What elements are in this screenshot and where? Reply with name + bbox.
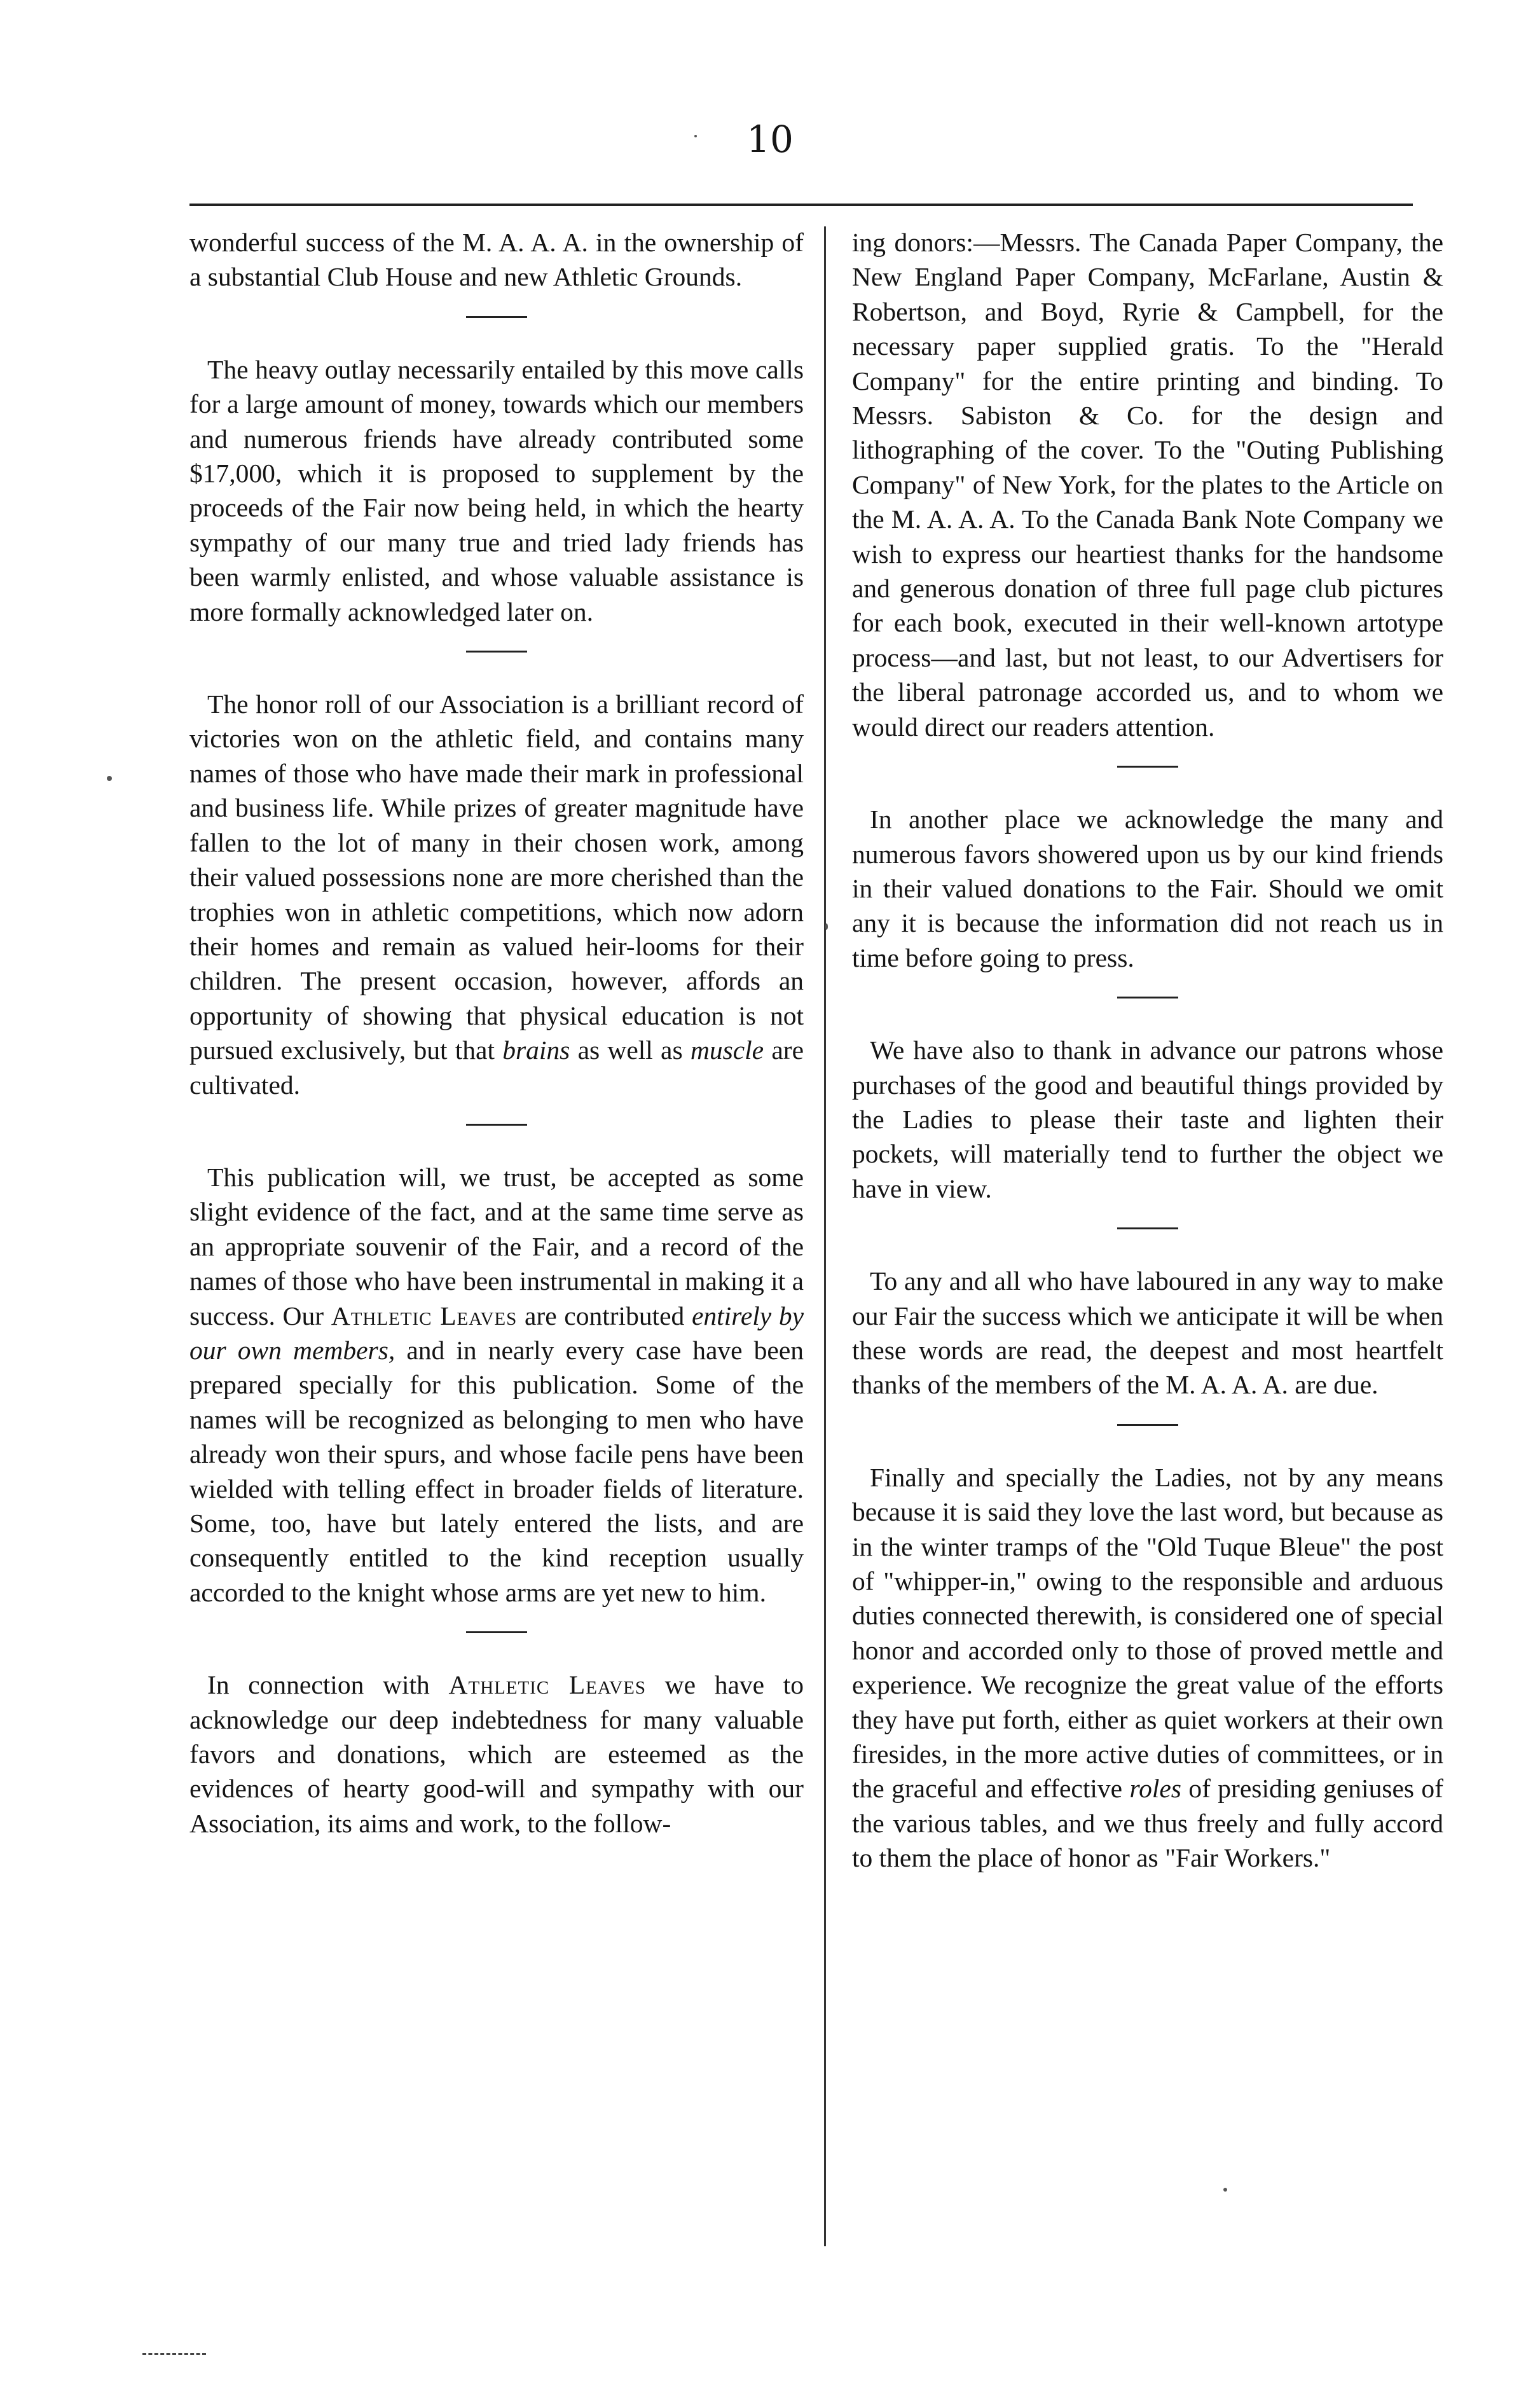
print-speck [825,923,828,930]
emphasis-brains: brains [502,1035,570,1065]
text-segment: as well as [577,1035,683,1065]
text-segment: The honor roll of our Association is a brilliant record of victories won on the athletic field, and contains many names of those who have made their mark in professional and business life. While prizes of greater magnitude have fallen to the lot of many in their chosen work, among their valued possessions none are more cherished than the trophies won in athletic competitions, which now adorn their homes and remain as valued heir-looms for their children. The present occasion, however, affords an opportunity of showing that physical education is not pursued exclusively, but that [189,689,804,1065]
section-separator [1117,1227,1178,1229]
print-mark [142,2353,206,2358]
section-separator [1117,1424,1178,1426]
emphasis-muscle: muscle [690,1035,764,1065]
paragraph-acknowledgement [189,1668,804,1841]
section-separator [466,651,527,653]
section-separator [1117,766,1178,768]
paragraph-donors: ing donors:—Messrs. The Canada Paper Company, the New England Paper Company, McFarlane, Austin & Robertson, and Boyd, Ryrie & Campbell, for the necessary paper supplied gratis. To the "Herald Company" for the entire printing and binding. To Messrs. Sabiston & Co. for the design and lithographing of the cover. To the "Outing Publishing Company" of New York, for the plates to the Article on the M. A. A. A. To the Canada Bank Note Company we wish to express our heartiest thanks for the handsome and generous donation of three full page club pictures for each book, executed in their well-known artotype process—and last, but not least, to our Advertisers for the liberal patronage accorded us, and to whom we would direct our readers attention. [852,228,1443,742]
column-divider [824,226,826,2246]
text-segment: we have to acknowledge our deep indebtedness for many valuable favors and donations, which are esteemed as the evidences of hearty good-will and sympathy with our Association, its aims and work, to the follow- [189,1670,804,1838]
print-speck [694,135,697,137]
text-segment: are cultivated. [189,1035,804,1100]
paragraph-honor-roll [189,687,804,1102]
paragraph-patrons: We have also to thank in advance our patrons whose purchases of the good and beautiful things provided by the Ladies to please their taste and lighten their pockets, will materially tend to further the object we have in view. [852,1035,1443,1203]
text-segment: Finally and specially the Ladies, not by any means because it is said they love the last word, but because as in the winter tramps of the "Old Tuque Bleue" the post of "whipper-in," owing to the responsible and arduous duties connected therewith, is considered one of special honor and accorded only to those of proved mettle and experience. We recognize the great value of the efforts they have put forth, either as quiet workers at their own firesides, in the more active duties of committees, or in the graceful and effective [852,1462,1443,1804]
emphasis-roles: roles [1129,1774,1181,1804]
paragraph-club-house: wonderful success of the M. A. A. A. in the ownership of a substantial Club House and new Athletic Grounds. [189,228,804,292]
athletic-leaves-title: Athletic Leaves [331,1301,518,1330]
section-separator [466,1631,527,1633]
print-speck [1223,2188,1227,2192]
section-separator [466,316,527,318]
paragraph-publication [189,1160,804,1610]
print-speck [107,776,112,781]
text-segment: of presiding geniuses of the various tables, and we thus freely and fully accord to them the place of honor as "Fair Workers." [852,1774,1444,1873]
section-separator [466,1124,527,1126]
emphasis-own-members: entirely by our own members, [189,1301,804,1365]
paragraph-another-place: In another place we acknowledge the many and numerous favors showered upon us by our kind friends in their valued donations to the Fair. Should we omit any it is because the information did not reach us in time before going to press. [852,805,1443,972]
paragraph-ladies [852,1460,1443,1875]
right-column [852,225,1443,1875]
page-number: 10 [746,118,794,161]
text-segment: and in nearly every case have been prepared specially for this publication. Some of the names will be recognized as belonging to men who have already won their spurs, and whose facile pens have been wielded with telling effect in broader fields of literature. Some, too, have but lately entered the lists, and are consequently entitled to the kind reception usually accorded to the knight whose arms are yet new to him. [189,1335,804,1607]
section-separator [1117,997,1178,998]
header-rule [189,204,1413,206]
text-segment: In connection with [207,1670,430,1700]
text-segment: This publication will, we trust, be accepted as some slight evidence of the fact, and at the same time serve as an appropriate souvenir of the Fair, and a record of the names of those who have been instrumental in making it a success. Our [189,1162,804,1330]
paragraph-laboured: To any and all who have laboured in any way to make our Fair the success which we anticipate it will be when these words are read, the deepest and most heartfelt thanks of the members of the M. A. A. A. are due. [852,1266,1443,1400]
left-column [189,225,804,1841]
paragraph-heavy-outlay: The heavy outlay necessarily entailed by this move calls for a large amount of money, towards which our members and numerous friends have already contributed some $17,000, which it is proposed to supplement by the proceeds of the Fair now being held, in which the hearty sympathy of our many true and tried lady friends has been warmly enlisted, and whose valuable assistance is more formally acknowledged later on. [189,354,804,626]
text-segment: are contributed [524,1301,685,1330]
athletic-leaves-title: Athletic Leaves [448,1670,646,1700]
